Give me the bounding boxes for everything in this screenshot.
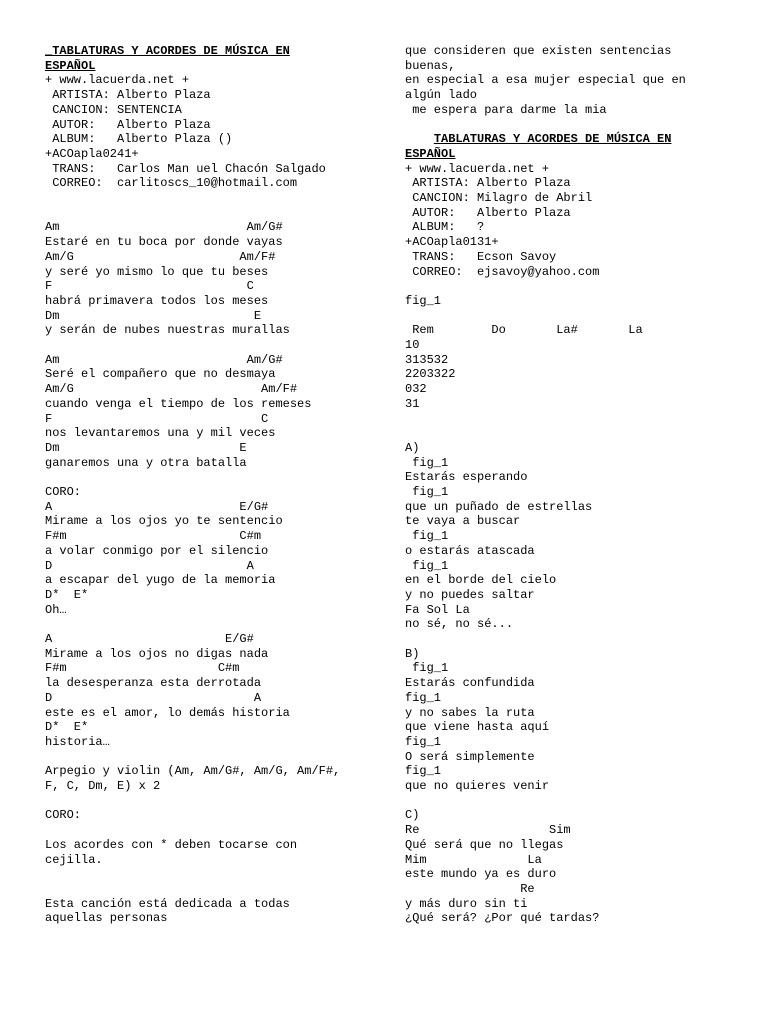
- text-line: fig_1: [405, 293, 442, 308]
- text-line: la desesperanza esta derrotada: [45, 676, 262, 691]
- text-line: Seré el compañero que no desmaya: [45, 367, 276, 382]
- text-line: Qué será que no llegas: [405, 837, 564, 852]
- text-line: Dm E: [45, 440, 247, 455]
- text-line: a escapar del yugo de la memoria: [45, 573, 276, 588]
- text-line: y no puedes saltar: [405, 587, 535, 602]
- text-line: y seré yo mismo lo que tu beses: [45, 264, 269, 279]
- text-line: y más duro sin ti: [405, 896, 528, 911]
- text-line: este es el amor, lo demás historia: [45, 705, 290, 720]
- text-line: F C: [45, 411, 269, 426]
- text-line: te vaya a buscar: [405, 514, 521, 529]
- text-line: [405, 309, 735, 324]
- text-line: no sé, no sé...: [405, 617, 514, 632]
- text-line: D* E*: [45, 587, 89, 602]
- text-line: [405, 426, 735, 441]
- text-line: CANCION: Milagro de Abril: [405, 191, 593, 206]
- text-line: 313532: [405, 352, 449, 367]
- text-line: CORO:: [45, 808, 82, 823]
- text-line: ARTISTA: Alberto Plaza: [405, 176, 571, 191]
- text-line: [45, 191, 375, 206]
- text-line: Am/G Am/F#: [45, 249, 276, 264]
- text-line: A E/G#: [45, 632, 254, 647]
- text-line: CORREO: carlitoscs_10@hotmail.com: [45, 176, 298, 191]
- text-line: y no sabes la ruta: [405, 705, 535, 720]
- text-line: Rem Do La# La: [405, 323, 643, 338]
- text-line: fig_1: [405, 690, 442, 705]
- text-line: habrá primavera todos los meses: [45, 293, 269, 308]
- text-line: [405, 632, 735, 647]
- text-line: [45, 882, 375, 897]
- text-line: buenas,: [405, 58, 456, 73]
- text-line: Re Sim: [405, 823, 571, 838]
- text-line: [405, 118, 735, 133]
- text-line: D* E*: [45, 720, 89, 735]
- right-column: [405, 44, 735, 926]
- text-line: CORREO: ejsavoy@yahoo.com: [405, 264, 600, 279]
- text-line: D A: [45, 558, 254, 573]
- text-line: ¿Qué será? ¿Por qué tardas?: [405, 911, 600, 926]
- text-line: ALBUM: Alberto Plaza (): [45, 132, 233, 147]
- text-line: este mundo ya es duro: [405, 867, 557, 882]
- text-line: C): [405, 808, 420, 823]
- text-line: aquellas personas: [45, 911, 168, 926]
- text-line: y serán de nubes nuestras murallas: [45, 323, 290, 338]
- text-line: 032: [405, 382, 427, 397]
- text-line: Los acordes con * deben tocarse con: [45, 837, 298, 852]
- text-line: a volar conmigo por el silencio: [45, 543, 269, 558]
- text-line: + www.lacuerda.net +: [45, 73, 190, 88]
- text-line: F#m C#m: [45, 661, 240, 676]
- text-line: cuando venga el tiempo de los remeses: [45, 396, 312, 411]
- text-line: A E/G#: [45, 499, 269, 514]
- text-line: ganaremos una y otra batalla: [45, 455, 247, 470]
- text-line: [405, 412, 735, 427]
- text-line: AUTOR: Alberto Plaza: [45, 117, 211, 132]
- text-line: [405, 794, 735, 809]
- header-line: TABLATURAS Y ACORDES DE MÚSICA EN: [433, 132, 672, 147]
- text-line: [45, 617, 375, 632]
- text-line: [45, 470, 375, 485]
- text-line: + www.lacuerda.net +: [405, 161, 550, 176]
- text-line: [45, 338, 375, 353]
- text-line: +ACOapla0241+: [45, 146, 139, 161]
- text-line: que consideren que existen sentencias: [405, 44, 672, 58]
- text-line: CANCION: SENTENCIA: [45, 102, 182, 117]
- text-line: cejilla.: [45, 852, 103, 867]
- text-line: 10: [405, 338, 420, 353]
- text-line: CORO:: [45, 485, 82, 500]
- text-line: Esta canción está dedicada a todas: [45, 896, 290, 911]
- left-column: [45, 44, 375, 926]
- text-line: Mirame a los ojos no digas nada: [45, 646, 269, 661]
- text-line: +ACOapla0131+: [405, 235, 499, 250]
- text-line: Estaré en tu boca por donde vayas: [45, 235, 283, 250]
- text-line: Am Am/G#: [45, 352, 283, 367]
- text-line: que viene hasta aquí: [405, 720, 550, 735]
- text-line: [45, 794, 375, 809]
- text-line: historia…: [45, 734, 110, 749]
- text-line: [45, 823, 375, 838]
- text-line: 2203322: [405, 367, 456, 382]
- text-line: Estarás confundida: [405, 676, 535, 691]
- text-line: Estarás esperando: [405, 470, 528, 485]
- header-line: _TABLATURAS Y ACORDES DE MÚSICA EN: [45, 44, 290, 58]
- text-line: que un puñado de estrellas: [405, 499, 593, 514]
- text-line: F, C, Dm, E) x 2: [45, 779, 161, 794]
- text-line: fig_1: [405, 734, 442, 749]
- text-line: Am/G Am/F#: [45, 382, 298, 397]
- text-line: fig_1: [405, 455, 449, 470]
- text-line: Fa Sol La: [405, 602, 470, 617]
- text-line: D A: [45, 690, 262, 705]
- text-line: fig_1: [405, 558, 449, 573]
- text-line: O será simplemente: [405, 749, 535, 764]
- text-line: Mim La: [405, 852, 542, 867]
- text-line: Dm E: [45, 308, 262, 323]
- text-line: [45, 750, 375, 765]
- header-line: ESPAÑOL: [45, 58, 96, 73]
- text-line: Am Am/G#: [45, 220, 283, 235]
- text-line: algún lado: [405, 88, 478, 103]
- text-line: Oh…: [45, 602, 67, 617]
- text-line: AUTOR: Alberto Plaza: [405, 205, 571, 220]
- text-line: fig_1: [405, 529, 449, 544]
- text-line: en especial a esa mujer especial que en: [405, 73, 686, 88]
- text-line: 31: [405, 396, 420, 411]
- text-line: ALBUM: ?: [405, 220, 485, 235]
- text-line: Arpegio y violin (Am, Am/G#, Am/G, Am/F#,: [45, 764, 341, 779]
- text-line: Mirame a los ojos yo te sentencio: [45, 514, 283, 529]
- text-line: TRANS: Ecson Savoy: [405, 249, 557, 264]
- text-line: [45, 867, 375, 882]
- text-line: o estarás atascada: [405, 543, 535, 558]
- text-line: fig_1: [405, 485, 449, 500]
- text-line: que no quieres venir: [405, 779, 550, 794]
- text-line: Re: [405, 881, 535, 896]
- header-line: ESPAÑOL: [405, 146, 456, 161]
- text-line: A): [405, 440, 420, 455]
- text-line: fig_1: [405, 661, 449, 676]
- text-line: en el borde del cielo: [405, 573, 557, 588]
- text-line: [45, 206, 375, 221]
- text-line: me espera para darme la mia: [405, 102, 607, 117]
- text-line: nos levantaremos una y mil veces: [45, 426, 276, 441]
- text-line: F#m C#m: [45, 529, 262, 544]
- text-line: ARTISTA: Alberto Plaza: [45, 88, 211, 103]
- text-line: [405, 279, 735, 294]
- text-line: fig_1: [405, 764, 442, 779]
- text-line: B): [405, 646, 420, 661]
- text-line: F C: [45, 279, 254, 294]
- text-line: TRANS: Carlos Man uel Chacón Salgado: [45, 161, 326, 176]
